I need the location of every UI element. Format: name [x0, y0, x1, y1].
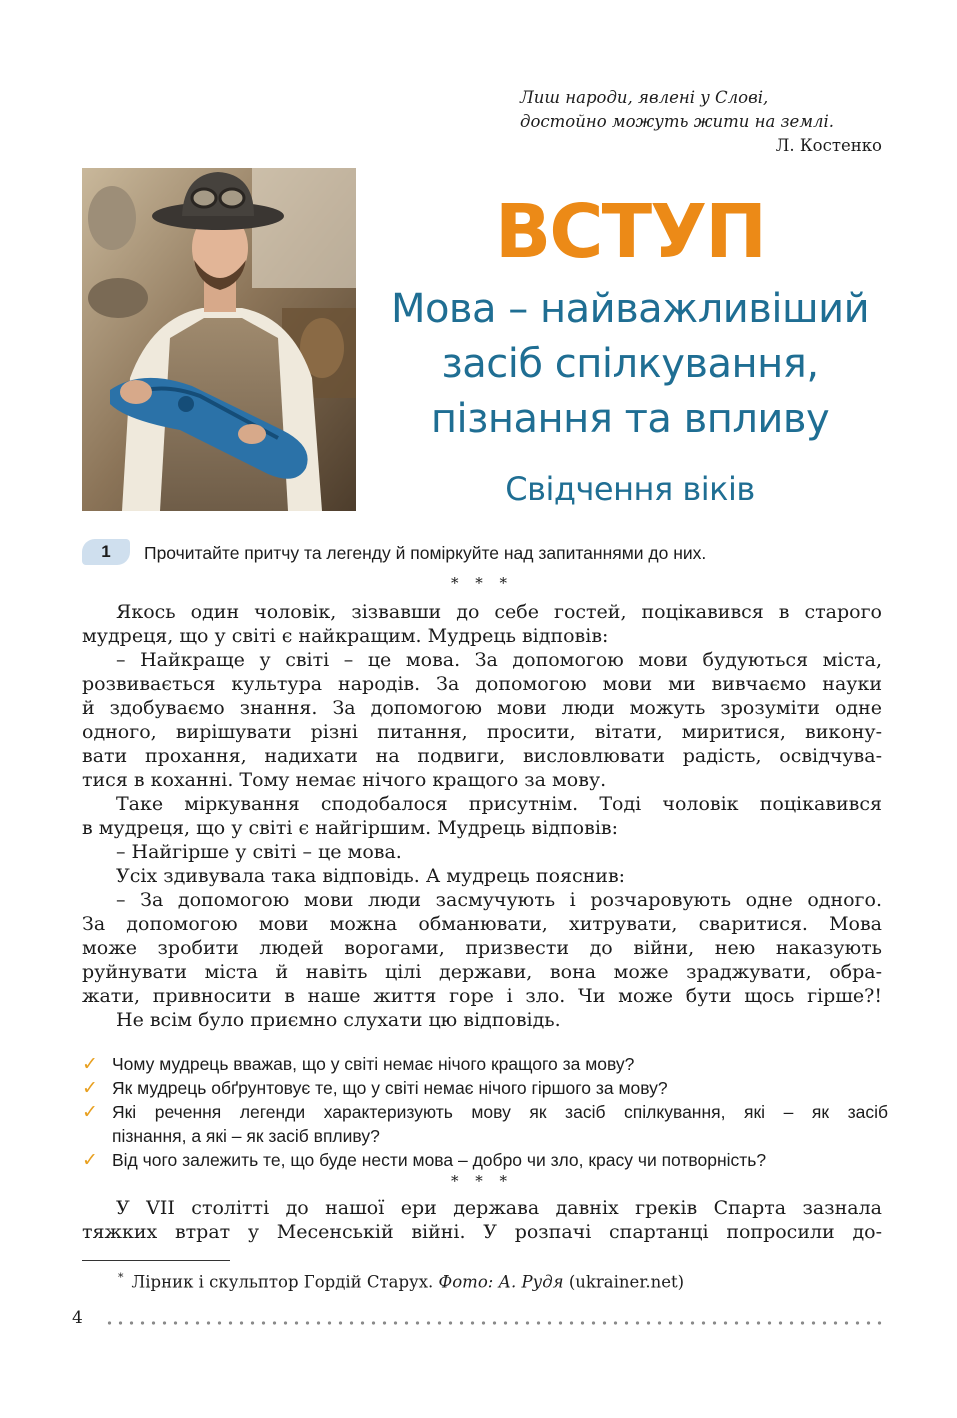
text-line: – Найгірше у світі – це мова.: [116, 841, 402, 863]
question-item: [82, 1148, 888, 1172]
question-item: [82, 1100, 888, 1148]
text-line: Якось один чоловік, зізвавши до себе гостей, поцікавився в старого: [116, 601, 882, 623]
page-title: ВСТУП: [494, 189, 766, 275]
epigraph-line: Лиш народи, явлені у Слові,: [520, 88, 769, 107]
text-line: Не всім було приємно слухати цю відповідь.: [116, 1009, 561, 1031]
subtitle-line: Мова – найважливіший: [390, 286, 870, 332]
text-line: мудреця, що у світі є найкращим. Мудрець відповів:: [82, 625, 609, 647]
checkmark-icon: ✓: [82, 1101, 98, 1123]
separator: * * *: [450, 1172, 514, 1190]
question-text: Як мудрець обґрунтовує те, що у світі немає нічого гіршого за мову?: [112, 1078, 668, 1098]
task-text: Прочитайте притчу та легенду й поміркуйте над запитаннями до них.: [144, 543, 707, 563]
footnote-mark: *: [118, 1271, 124, 1284]
text-line: Таке міркування сподобалося присутнім. Тоді чоловік поцікавився: [116, 793, 882, 815]
footnote-source: (ukrainer.net): [568, 1272, 685, 1292]
parable-text: [82, 600, 882, 1032]
checkmark-icon: ✓: [82, 1149, 98, 1171]
text-line: За допомогою мови можна обманювати, хитрувати, сваритися. Мова: [82, 913, 882, 935]
photo-credit: Фото: А. Рудя: [438, 1272, 564, 1292]
dotted-rule: [104, 1321, 886, 1325]
question-item: [82, 1052, 888, 1076]
question-text: пізнання, а які – як засіб впливу?: [112, 1126, 380, 1146]
question-text: Які речення легенди характеризують мову як засіб спілкування, які – як засіб: [112, 1102, 888, 1122]
text-line: й здобуваємо знання. За допомогою мови люди можуть зрозуміти одне: [82, 697, 882, 719]
page-number: 4: [72, 1308, 83, 1328]
photo-luthier: [82, 168, 356, 511]
text-line: – Найкраще у світі – це мова. За допомогою мови будуються міста,: [116, 649, 882, 671]
section-title: Свідчення віків: [505, 470, 755, 508]
epigraph: [520, 86, 882, 158]
footnote-text: Лірник і скульптор Гордій Старух.: [131, 1272, 434, 1292]
question-text: Чому мудрець вважав, що у світі немає нічого кращого за мову?: [112, 1054, 635, 1074]
text-line: може зробити людей ворогами, призвести до війни, нею наказують: [82, 937, 882, 959]
text-line: руйнувати міста й навіть цілі держави, вона може зраджувати, обра-: [82, 961, 882, 983]
text-line: жати, привносити в наше життя горе і зло. Чи може бути щось гірше?!: [82, 985, 882, 1007]
task: [82, 537, 882, 567]
epigraph-author: Л. Костенко: [775, 136, 882, 155]
checkmark-icon: ✓: [82, 1077, 98, 1099]
question-text: Від чого залежить те, що буде нести мова – добро чи зло, красу чи потворність?: [112, 1150, 767, 1170]
task-number-badge: 1: [82, 539, 130, 565]
title-block: [370, 178, 890, 511]
photo-illustration: [82, 168, 356, 511]
legend-text: [82, 1196, 882, 1244]
text-line: в мудреця, що у світі є найгіршим. Мудрець відповів:: [82, 817, 618, 839]
text-line: одного, вирішувати різні питання, просити, вітати, миритися, викону-: [82, 721, 882, 743]
text-line: тяжких втрат у Месенській війні. У розпачі спартанці попросили до-: [82, 1221, 882, 1243]
epigraph-line: достойно можуть жити на землі.: [520, 112, 835, 131]
separator: * * *: [450, 574, 514, 592]
text-line: вати прохання, надихати на подвиги, висловлювати радість, освідчува-: [82, 745, 882, 767]
footnote-divider: [82, 1260, 230, 1261]
text-line: – За допомогою мови люди засмучують і розчаровують одне одного.: [116, 889, 882, 911]
text-line: тися в коханні. Тому немає нічого кращого за мову.: [82, 769, 607, 791]
question-item: [82, 1076, 888, 1100]
text-line: Усіх здивувала така відповідь. А мудрець пояснив:: [116, 865, 626, 887]
footnote: [118, 1266, 684, 1295]
subtitle-line: засіб спілкування,: [441, 341, 819, 387]
questions-list: [82, 1052, 888, 1172]
text-line: У VII столітті до нашої ери держава давніх греків Спарта зазнала: [116, 1197, 882, 1219]
subtitle-line: пізнання та впливу: [430, 396, 830, 442]
checkmark-icon: ✓: [82, 1053, 98, 1075]
text-line: розвивається культура народів. За допомогою мови ми вивчаємо науки: [82, 673, 882, 695]
